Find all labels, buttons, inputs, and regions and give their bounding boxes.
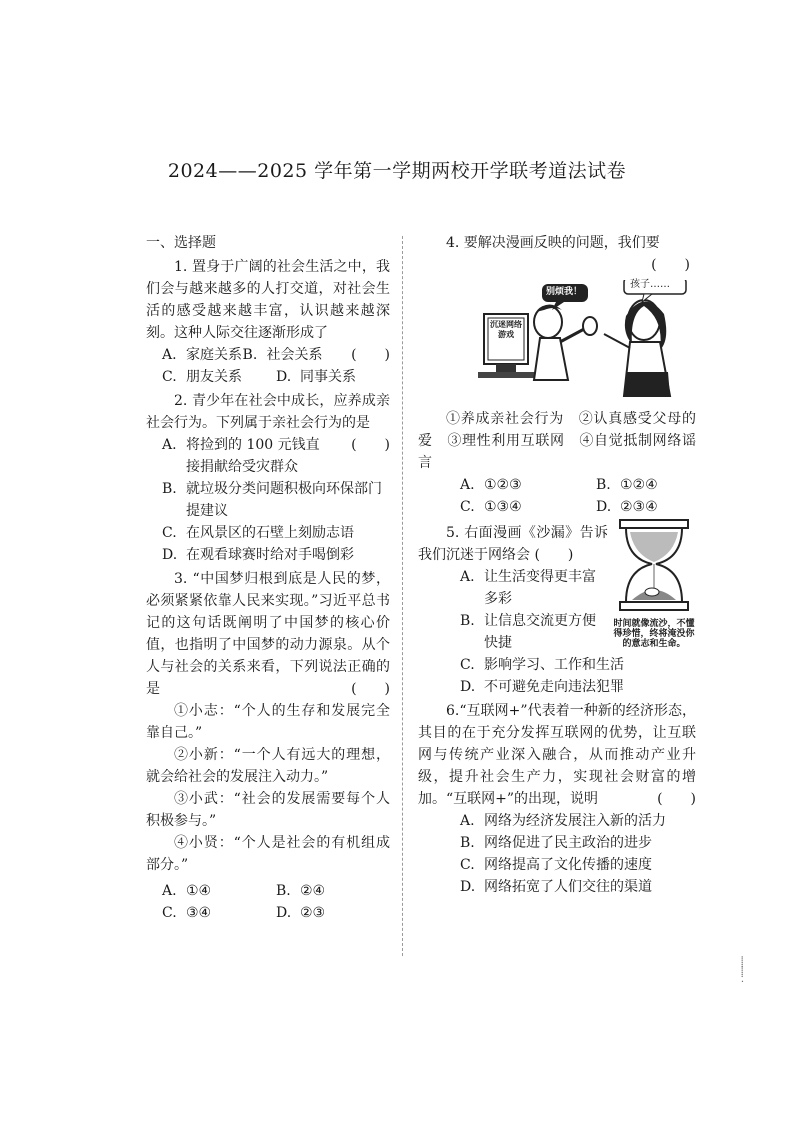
question-3 [146, 568, 390, 924]
question-1-stem: 1. 置身于广阔的社会生活之中，我们会与越来越多的人打交道，对社会生活的感受越来越丰富，认识越来越深刻。这种人际交往逐渐形成了 [146, 259, 390, 341]
answer-bracket: ( ) [351, 681, 390, 697]
option-text: 社会关系 [266, 347, 323, 363]
option-text: 朋友关系 [186, 369, 242, 385]
option-key: A. [460, 569, 475, 585]
speech-bubble-boy: 别烦我！ [546, 287, 583, 297]
option-text: ①②④ [620, 477, 658, 493]
column-divider [402, 236, 403, 956]
option-key: A. [162, 883, 177, 899]
screen-text: 沉迷网络游戏 [490, 320, 522, 339]
option-text: ②③④ [620, 499, 658, 515]
hourglass-cartoon [612, 518, 696, 649]
cartoon-illustration [474, 280, 704, 400]
option-key: D. [276, 905, 292, 921]
hourglass-icon [612, 518, 696, 612]
speech-bubble-mother: 孩子…… [630, 279, 670, 290]
option-row [146, 880, 390, 902]
option-text: 就垃圾分类问题积极向环保部门提建议 [186, 481, 382, 519]
option-key: B. [596, 477, 611, 493]
option-key: C. [460, 499, 475, 515]
right-column [418, 232, 696, 898]
option-key: D. [596, 499, 612, 515]
question-4-statements: ①养成亲社会行为 ②认真感受父母的爱 ③理性利用互联网 ④自觉抵制网络谣言 [418, 411, 696, 471]
question-6 [418, 700, 696, 898]
question-3-stem: 3. “中国梦归根到底是人民的梦，必须紧紧依靠人民来实现。”习近平总书记的这句话既阐明了中国梦的核心价值，也指明了中国梦的动力源泉。从个人与社会的关系来看，下列说法正确的是 [146, 571, 390, 697]
option-key: A. [460, 813, 475, 829]
option-d [418, 676, 696, 698]
option-text: ②④ [300, 883, 326, 899]
option-a [418, 566, 608, 610]
option-c [418, 854, 696, 876]
option-text: 在风景区的石壁上刻励志语 [186, 525, 354, 541]
option-key: C. [162, 369, 177, 385]
option-b [418, 832, 696, 854]
statement-1: ①小志：“个人的生存和发展完全靠自己。” [146, 703, 390, 741]
option-key: B. [460, 835, 475, 851]
option-text: 让信息交流更方便快捷 [484, 613, 596, 651]
option-b [146, 478, 390, 522]
question-4 [418, 232, 696, 518]
hourglass-caption: 时间就像流沙，不懂得珍惜，终将淹没你的意志和生命。 [613, 619, 695, 649]
option-a [418, 810, 696, 832]
option-key: D. [162, 547, 178, 563]
option-text: ①④ [186, 883, 212, 899]
question-1 [146, 256, 390, 388]
option-text: 网络拓宽了人们交往的渠道 [484, 879, 652, 895]
answer-bracket: ( ) [351, 437, 390, 453]
option-text: ②③ [300, 905, 326, 921]
section-heading: 一、选择题 [146, 235, 216, 251]
option-key: C. [162, 525, 177, 541]
option-key: A. [162, 437, 177, 453]
question-5-stem: 5. 右面漫画《沙漏》告诉我们沉迷于网络会 [418, 525, 608, 563]
option-text: 不可避免走向违法犯罪 [484, 679, 624, 695]
option-d [146, 544, 390, 566]
option-key: B. [162, 481, 177, 497]
option-text: 影响学习、工作和生活 [484, 657, 624, 673]
exam-title: 2024——2025 学年第一学期两校开学联考道法试卷 [167, 160, 627, 182]
option-text: 让生活变得更丰富多彩 [484, 569, 596, 607]
option-text: 网络为经济发展注入新的活力 [484, 813, 666, 829]
option-text: ①③④ [484, 499, 522, 515]
option-key: D. [460, 679, 476, 695]
question-2-stem: 2. 青少年在社会中成长，应养成亲社会行为。下列属于亲社会行为的是 [146, 393, 390, 431]
option-key: D. [460, 879, 476, 895]
option-key: D. [276, 369, 292, 385]
option-key: A. [460, 477, 475, 493]
option-text: 在观看球赛时给对手喝倒彩 [186, 547, 354, 563]
question-2 [146, 390, 390, 566]
option-c [418, 654, 696, 676]
answer-bracket: ( ) [657, 791, 696, 807]
question-4-stem: 4. 要解决漫画反映的问题，我们要 [446, 235, 660, 251]
option-a [146, 434, 323, 478]
option-row [146, 344, 323, 366]
statement-3: ③小武：“社会的发展需要每个人积极参与。” [146, 791, 390, 829]
question-6-stem: 6.“互联网+”代表着一种新的经济形态，其目的在于充分发挥互联网的优势，让互联网与传统产业深入融合，从而推动产业升级，提升社会生产力，实现社会财富的增加。“互联网+”的出现，说明 [418, 703, 696, 807]
option-text: 将捡到的 100 元钱直接捐献给受灾群众 [186, 437, 320, 475]
option-row [418, 474, 696, 496]
option-key: B. [276, 883, 291, 899]
left-column [146, 232, 390, 924]
option-row [146, 366, 390, 388]
option-row [146, 902, 390, 924]
statement-4: ④小贤：“个人是社会的有机组成部分。” [146, 835, 390, 873]
option-text: 家庭关系 [186, 347, 242, 363]
option-text: ③④ [186, 905, 212, 921]
option-key: C. [460, 657, 475, 673]
option-text: 同事关系 [300, 369, 356, 385]
cartoon-internet-addiction [474, 280, 704, 400]
option-key: C. [460, 857, 475, 873]
option-key: B. [460, 613, 475, 629]
option-key: C. [162, 905, 177, 921]
option-text: 网络促进了民主政治的进步 [484, 835, 652, 851]
option-d [418, 876, 696, 898]
option-b [418, 610, 608, 654]
option-row [418, 496, 696, 518]
answer-bracket: ( ) [534, 547, 574, 563]
answer-bracket: ( ) [651, 257, 690, 273]
answer-bracket: ( ) [351, 347, 390, 363]
question-5 [418, 522, 696, 698]
option-c [146, 522, 390, 544]
statement-2: ②小新：“一个人有远大的理想，就会给社会的发展注入动力。” [146, 747, 390, 785]
option-key: B. [242, 347, 258, 363]
option-key: A. [162, 347, 177, 363]
scan-mark: ⸽ ⸽ · [740, 957, 744, 988]
option-text: ①②③ [484, 477, 522, 493]
option-text: 网络提高了文化传播的速度 [484, 857, 652, 873]
